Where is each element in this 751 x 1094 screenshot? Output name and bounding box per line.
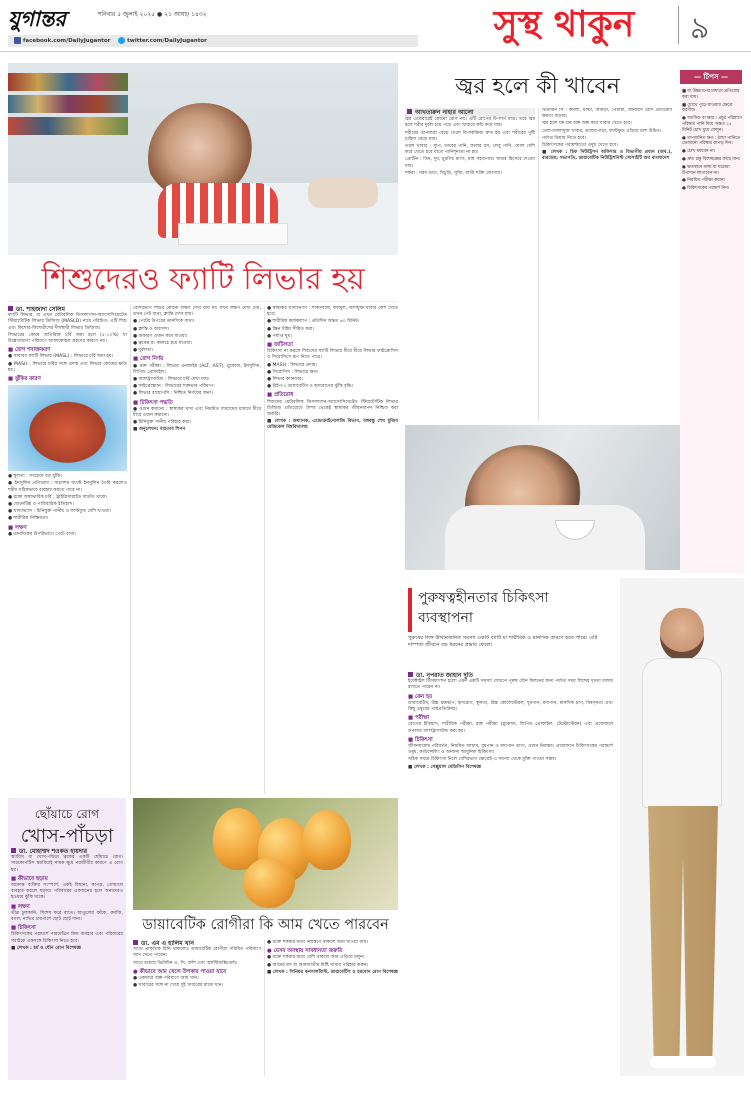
sneakers bbox=[650, 1056, 716, 1068]
paragraph: ● লিভার ক্যানসার। bbox=[267, 377, 304, 383]
paragraph: ● রক্ত পরীক্ষা : লিভার এনজাইম (ALT, AST), গ্লুকোজ, ইনসুলিন, লিপিড প্রোফাইল। bbox=[133, 363, 261, 375]
subheading: ● যেসব অবস্থায় সাবধানতা জরুরি bbox=[267, 948, 343, 955]
legs bbox=[308, 178, 378, 208]
subheading: ■ রোগ শনাক্তকরণ bbox=[8, 347, 51, 354]
paragraph: জ্বর একেবারেই কোনো রোগ নয়। এটি রোগের উপসর্গ মাত্র। তবে জ্বর হলে শরীর দুর্বল হয়ে পড়ে এবং খাবারে রুচি কমে যায়। bbox=[405, 117, 535, 129]
byline: ডা. শাহজাদা সেলিম bbox=[8, 306, 127, 313]
blanket bbox=[445, 505, 645, 570]
tip-item: ■ চোখে পুড়ে যাওয়ার ক্ষেত্রে করণীয়। bbox=[682, 102, 733, 114]
byline: ডা. এম এ হালিম খান bbox=[133, 940, 261, 947]
kicker: ছোঁয়াচে রোগ bbox=[34, 807, 100, 821]
paragraph: ডায়াবেটিস, উচ্চ রক্তচাপ, হৃদরোগ, স্থূলতা, উচ্চ কোলেস্টেরল, ধূমপান, মদ্যপান, মানসিক চাপ, বিষণ্নতা এবং কিছু ওষুধের পার্শ্বপ্রতিক্রিয়া। bbox=[408, 700, 613, 713]
paragraph: চিকিৎসকের পরামর্শে পারমেথ্রিন ক্রিম ব্যবহার এবং পরিবারের সবাইকে একসঙ্গে চিকিৎসা নিতে হবে। bbox=[11, 932, 123, 944]
subheading: ■ লক্ষণ bbox=[11, 903, 30, 910]
paragraph: ভিটামিন সি : কমলা, মাল্টা, আমড়া, পেয়ারা, আনারস রোগ প্রতিরোধ ক্ষমতা বাড়ায়। bbox=[542, 108, 672, 120]
paragraph: ● ত্বকের রং কালচে হয়ে যাওয়া। bbox=[133, 341, 192, 347]
paragraph: ● আলট্রাসাউন্ড : লিভারে চর্বি দেখা যায়। bbox=[133, 377, 210, 383]
header-rule bbox=[0, 51, 751, 52]
paragraph: ● সাধারণ ফ্যাটি লিভার (MASL) : লিভারে চর্বি জমা হয়। bbox=[8, 354, 114, 360]
paragraph: ● ক্লান্তি ও অবসাদ। bbox=[133, 326, 170, 332]
paragraph: বেশিরভাগ শিশুর কোনো লক্ষণ দেখা যায় না। যখন লক্ষণ দেখা দেয়, তখন পেট ব্যথা, ক্লান্তি দেখা যায়। bbox=[133, 306, 261, 318]
paragraph: সঠিক সময়ে চিকিৎসা নিলে বেশিরভাগ ক্ষেত্রেই এ সমস্যা থেকে মুক্তি পাওয়া সম্ভব। bbox=[408, 757, 557, 763]
paragraph: শিশুদের মেটাবলিক ডিসফাংশন-অ্যাসোসিয়েটেড স্টিয়াটোটিক লিভার ডিজিজ প্রতিরোধে শৈশব থেকেই স্বাস্থ্যকর জীবনযাপন নিশ্চিত করা জরুরি। bbox=[267, 399, 398, 418]
article-column bbox=[405, 108, 535, 421]
paragraph: শরীরের তাপমাত্রা বেড়ে গেলে বিপাকক্রিয়া দ্রুত হয় এবং শরীরের পুষ্টি চাহিদা বেড়ে যায়। bbox=[405, 130, 535, 142]
paragraph: আমে রয়েছে ভিটামিন এ, সি, আঁশ এবং অ্যান্টিঅক্সিডেন্ট। bbox=[133, 960, 238, 966]
paragraph: রোগের ইতিহাস, শারীরিক পরীক্ষা, রক্ত পরীক্ষা (গ্লুকোজ, লিপিড প্রোফাইল, টেস্টোস্টেরন) এবং প্রয়োজনে ডপলার আলট্রাসাউন্ড করা হয়। bbox=[408, 722, 613, 734]
tip-item: ● নিয়মিত পরীক্ষা করান। bbox=[682, 178, 725, 184]
paragraph: ● স্ক্রিন টাইম সীমিত করা। bbox=[267, 326, 315, 332]
masthead bbox=[0, 0, 751, 52]
subheading: ■ কীভাবে ছড়ায় bbox=[11, 875, 48, 882]
paragraph: ● রক্তে শর্করার মাত্রা নিয়ন্ত্রণে থাকলে আম খাওয়া যায়। bbox=[267, 940, 368, 945]
paragraph: ● রক্তে শর্করার মাত্রা বেশি থাকলে আম এড়িয়ে চলুন। bbox=[267, 955, 365, 961]
dateline: শনিবার ৫ জুলাই ২০২৫ ● ২১ আষাঢ় ১৪৩২ bbox=[98, 11, 207, 18]
paragraph: ● শারীরিক কার্যকলাপ : প্রতিদিন অন্তত ৬০ মিনিট। bbox=[267, 319, 360, 325]
bookshelf bbox=[8, 73, 128, 91]
article-column bbox=[267, 940, 398, 1076]
paragraph: ● দুর্বলতা। bbox=[133, 348, 154, 354]
article-column bbox=[133, 306, 261, 794]
subheading: ■ কেন হয় bbox=[408, 693, 433, 700]
subheading: ● কীভাবে আম খেলে উপকার পাওয়া যাবে bbox=[133, 968, 227, 975]
paragraph: ফ্যাটি লিভার, বা এখন মেটাবলিক ডিসফাংশন-অ্যাসোসিয়েটেড স্টিয়াটোটিক লিভার ডিজিজ (MASLD) নামে পরিচিত। এটি শিশু এবং কিশোর-কিশোরীদের দীর্ঘস্থায়ী লিভার ডিজিজ। bbox=[8, 313, 127, 331]
tip-item: ● দ্রুত চক্ষু বিশেষজ্ঞের কাছে যান। bbox=[682, 156, 741, 162]
column-rule bbox=[264, 306, 265, 794]
liver-illustration bbox=[8, 385, 127, 471]
author-note: ■ অনুলেখন: মাহতাব শিপন bbox=[133, 427, 186, 433]
facebook-icon bbox=[14, 37, 21, 44]
paragraph: ● ফাইব্রোস্ক্যান : লিভারের শক্তভাব পরিমাপ। bbox=[133, 384, 215, 390]
tip-item: ■ যা উচ্চচাপের মাধ্যমে প্রতিরোধ করা যায়। bbox=[682, 89, 740, 100]
author-note: ■ লেখক : সেক্সুয়াল মেডিসিন বিশেষজ্ঞ bbox=[408, 764, 481, 770]
tip-item: ● চোখ ঘষবেন না। bbox=[682, 149, 716, 155]
paragraph: ● একবারে অল্প পরিমাণে আম খান। bbox=[133, 976, 199, 982]
headline-mango: ডায়াবেটিক রোগীরা কি আম খেতে পারবেন bbox=[142, 917, 389, 933]
paragraph: ● ওজন কমানো : স্বাস্থ্যকর খাদ্য এবং নিয়মিত ব্যায়ামের মাধ্যমে ধীরে ধীরে ওজন কমানো। bbox=[133, 406, 261, 419]
paragraph: ● ইনসুলিন প্রতিরোধ : অগ্ন্যাশয় যথেষ্ট ইনসুলিন তৈরি করলেও শরীর সঠিকভাবে ব্যবহার করতে পারে না। bbox=[8, 481, 127, 493]
headline-line: পুরুষত্বহীনতার চিকিৎসা bbox=[418, 590, 549, 606]
paragraph: ● খাবারের সঙ্গে না খেয়ে দুই খাবারের মাঝে খান। bbox=[133, 983, 224, 989]
paragraph: ● খাদ্যাভ্যাস : চিনিযুক্ত পানীয় ও ফাস্টফুড বেশি খাওয়া। bbox=[8, 509, 111, 515]
paragraph: পর্যাপ্ত বিশ্রাম নিতে হবে। bbox=[542, 135, 587, 141]
author-note: ■ লেখক : চিফ নিউট্রিশন অফিসার ও বিভাগীয় প্রধান (অব.), বারডেম; সভাপতি, ডায়াবেটিক নিউট্রিশনিস্ট সোসাইটি অব বাংলাদেশ bbox=[542, 150, 672, 162]
facebook-link[interactable]: facebook.com/DailyJugantor bbox=[14, 38, 110, 44]
paragraph: ● জেনেটিক্স ও পারিবারিক ইতিহাস। bbox=[8, 502, 74, 508]
headline-line: ব্যবস্থাপনা bbox=[418, 610, 473, 626]
paragraph: ● সিরোসিস : লিভারে ক্ষত। bbox=[267, 369, 319, 375]
paragraph: ● MASH : লিভারে চর্বির সঙ্গে প্রদাহ এবং লিভার কোষের ক্ষতি হয়। bbox=[8, 361, 127, 373]
paragraph: ● পেটের উপরের ডানদিকে ব্যথা। bbox=[133, 319, 195, 325]
paragraph: ● শারীরিক নিষ্ক্রিয়তা। bbox=[8, 516, 49, 522]
paragraph: ● রক্তে অস্বাভাবিক চর্বি : ট্রাইগ্লিসারাইড বাড়তি থাকে। bbox=[8, 494, 108, 500]
paragraph: আক্রান্ত ব্যক্তির সংস্পর্শে, একই বিছানা, কাপড়, তোয়ালে ব্যবহার করলে ছড়ায়। পরিবারের একজনের হলে অন্যদেরও হওয়ার ঝুঁকি থাকে। bbox=[11, 883, 123, 901]
tip-item: ● তাপজনিত ক্ষত : ঠান্ডা পানিতে ভেজানো পরিষ্কার কাপড় দিন। bbox=[682, 135, 741, 147]
article-column bbox=[267, 306, 398, 794]
man-head bbox=[660, 608, 704, 660]
khaki-pants bbox=[648, 806, 718, 1056]
paragraph: জ্বর হলে ঘন ঘন অল্প অল্প করে খাবার খেতে হবে। bbox=[542, 121, 632, 127]
girl-reading-photo bbox=[8, 63, 398, 255]
subheading: ■ প্রতিরোধ bbox=[267, 392, 294, 399]
paragraph: শর্করা : নরম ভাত, খিচুড়ি, সুজি, জাউ শক্তি জোগায়। bbox=[405, 170, 502, 176]
article-column bbox=[133, 940, 261, 1076]
paragraph: ● অকারণ ওজন কমে যাওয়া। bbox=[133, 333, 188, 339]
article-body bbox=[11, 848, 123, 1076]
subheading: ■ ঝুঁকির কারণ bbox=[8, 376, 41, 383]
subheading: ■ রোগ নির্ণয় bbox=[133, 356, 164, 363]
book bbox=[178, 223, 288, 245]
subheading: ■ চিকিৎসা bbox=[408, 736, 433, 743]
headline-impotence bbox=[408, 588, 613, 632]
paragraph: ● পর্যাপ্ত ঘুম। bbox=[267, 333, 292, 339]
paragraph: প্রোটিন : ডিম, দুধ, মুরগির মাংস, মাছ সহজপাচ্য খাবার হিসেবে দেওয়া যায়। bbox=[405, 157, 535, 169]
column-rule bbox=[538, 108, 539, 421]
article-column bbox=[542, 108, 672, 421]
paragraph: লিভারের কোষে অতিরিক্ত চর্বি জমা হলে (৫-১০%) যা উল্লেখযোগ্য পরিমাণে অ্যালকোহল গ্রহণের কারণে নয়। bbox=[8, 332, 127, 345]
paragraph: আমে প্রাকৃতিক চিনি থাকলেও ডায়াবেটিক রোগীরা পরিমিত পরিমাণে আম খেতে পারেন। bbox=[133, 947, 261, 959]
paragraph: ● স্থূলতা : সবচেয়ে বড় ঝুঁকি। bbox=[8, 474, 63, 480]
paragraph: ● স্বাস্থ্যকর খাদ্যাভ্যাস : শাকসবজি, ফলমূল, আঁশযুক্ত খাবার বেশি খেতে হবে। bbox=[267, 306, 398, 318]
paragraph: ইরেক্টাইল ডিসফাংশন হলো এমন একটি সমস্যা যেখানে পুরুষ যৌন মিলনের জন্য পর্যাপ্ত সময় লিঙ্গের দৃঢ়তা বজায় রাখতে পারেন না। bbox=[408, 679, 613, 691]
column-rule bbox=[130, 306, 131, 794]
paragraph: ● চিনিযুক্ত পানীয় পরিহার করা। bbox=[133, 420, 191, 426]
subheading: ■ চিকিৎসা bbox=[11, 925, 36, 932]
paragraph: তীব্র চুলকানি, বিশেষ করে রাতে। আঙুলের ফাঁকে, কবজি, বগল, নাভির চারপাশে ছোট ছোট দানা। bbox=[11, 910, 123, 923]
paragraph: তরল খাবার : স্যুপ, ডাবের পানি, ফলের রস, লেবু পানি, ঘোল বেশি করে খেতে হবে যাতে পানিশূন্যতা না হয়। bbox=[405, 144, 535, 156]
paragraph: ● MASH : লিভারে প্রদাহ। bbox=[267, 362, 317, 368]
author-note: ■ লেখক : অধ্যাপক, এন্ডোক্রাইনোলজি বিভাগ, বঙ্গবন্ধু শেখ মুজিব মেডিকেল বিশ্ববিদ্যালয় bbox=[267, 419, 398, 431]
paragraph: ● টাইপ-২ ডায়াবেটিস ও হৃদরোগের ঝুঁকি বৃদ্ধি। bbox=[267, 384, 353, 390]
tips-sidebar bbox=[680, 87, 744, 607]
subheading: ■ লক্ষণ bbox=[8, 524, 27, 531]
mango bbox=[303, 810, 351, 870]
intro-text: পুরুষের লিঙ্গ উত্থানজনিত সমস্যা একটি ব্যাধি যা শারীরিক ও মানসিক কারণে হতে পারে। এটি দাম্পত্য জীবনে বড় ধরনের প্রভাব ফেলে। bbox=[408, 635, 598, 648]
section-title: সুস্থ থাকুন bbox=[493, 4, 635, 45]
white-tshirt bbox=[642, 658, 722, 808]
headline-fatty-liver: শিশুদেরও ফ্যাটি লিভার হয় bbox=[8, 258, 398, 302]
author-note: ■ লেখক : সিনিয়র কনসালট্যান্ট, ডায়াবেটিস ও হরমোন রোগ বিশেষজ্ঞ bbox=[267, 969, 398, 975]
tip-item: ● অ্যাসিড বা ক্ষার : প্রচুর পরিমাণে পরিষ্কার পানি দিয়ে অন্তত ১৫ মিনিট চোখ ধুয়ে ফেলুন। bbox=[682, 116, 742, 133]
paragraph: ● লিভার বায়োপসি : নিশ্চিত নির্ণয়ের জন্য। bbox=[133, 391, 213, 397]
mango-photo bbox=[133, 798, 398, 910]
subheading: ■ জটিলতা bbox=[267, 342, 293, 349]
twitter-icon bbox=[118, 37, 125, 44]
twitter-link[interactable]: twitter.com/DailyJugantor bbox=[118, 38, 207, 44]
mango bbox=[243, 858, 295, 908]
byline: ডা. নৃপরাত জাহান দুতি bbox=[408, 672, 613, 679]
paragraph: ● ডানদিকের উপরিভাগে পেটে ব্যথা। bbox=[8, 531, 76, 537]
byline: ডা. মোহাম্মদ শওকত হায়দার bbox=[11, 848, 123, 855]
paragraph: চিকিৎসকের পরামর্শমতো ওষুধ খেতে হবে। bbox=[542, 143, 618, 149]
paragraph: জীবনযাত্রার পরিবর্তন, নিয়মিত ব্যায়াম, ধূমপান ও মদ্যপান ত্যাগ, ওজন নিয়ন্ত্রণ। প্রয়োজনে চিকিৎসকের পরামর্শে ওষুধ, কাউন্সেলিং ও অন্যান্য আধুনিক চিকিৎসা। bbox=[408, 744, 613, 756]
social-bar bbox=[8, 35, 418, 47]
headline-fever: জ্বর হলে কী খাবেন bbox=[455, 74, 620, 99]
column-rule bbox=[264, 940, 265, 1076]
paragraph: চিকিৎসা না করলে শিশুদের ফ্যাটি লিভার ধীরে ধীরে লিভার ফাইব্রোসিস ও সিরোসিসে রূপ নিতে পারে। bbox=[267, 349, 398, 361]
subheading: ■ পরীক্ষা bbox=[408, 715, 430, 722]
article-body bbox=[408, 672, 613, 1072]
headline-scabies: খোস-পাঁচড়া bbox=[20, 825, 114, 847]
page-number: ৯ bbox=[690, 11, 710, 46]
subheading: ■ চিকিৎসা পদ্ধতি bbox=[133, 399, 173, 406]
newspaper-logo: যুগান্তর bbox=[8, 6, 66, 31]
bookshelf bbox=[8, 117, 128, 135]
paragraph: স্ক্যাবিস বা খোস-পাঁচড়া ত্বকের একটি ছোঁয়াচে রোগ। সারকোপটিস স্ক্যাবিয়াই নামক ক্ষুদ্র পরজীবীর কারণে এ রোগ হয়। bbox=[11, 855, 123, 873]
paragraph: তেল-মসলাযুক্ত খাবার, ভাজাপোড়া, ফাস্টফুড এড়িয়ে চলা উচিত। bbox=[542, 128, 662, 134]
tip-item: ● চিকিৎসকের পরামর্শ নিন। bbox=[682, 186, 730, 192]
bookshelf bbox=[8, 95, 128, 113]
byline: আখতারুন নাহার আলো bbox=[405, 108, 535, 117]
man-photo bbox=[620, 578, 744, 1076]
article-column bbox=[8, 306, 127, 794]
author-note: ■ লেখক : চর্ম ও যৌন রোগ বিশেষজ্ঞ bbox=[11, 945, 81, 951]
header-divider bbox=[678, 6, 679, 44]
paragraph: ● আমের রস বা আমজাতীয় মিষ্টি খাবার পরিহার করুন। bbox=[267, 962, 369, 968]
tip-item: ● ক্ষতস্থানে মলম বা ঘরোয়া উপাদান লাগাবেন না। bbox=[682, 164, 730, 176]
tips-heading: — টিপস — bbox=[680, 70, 742, 84]
